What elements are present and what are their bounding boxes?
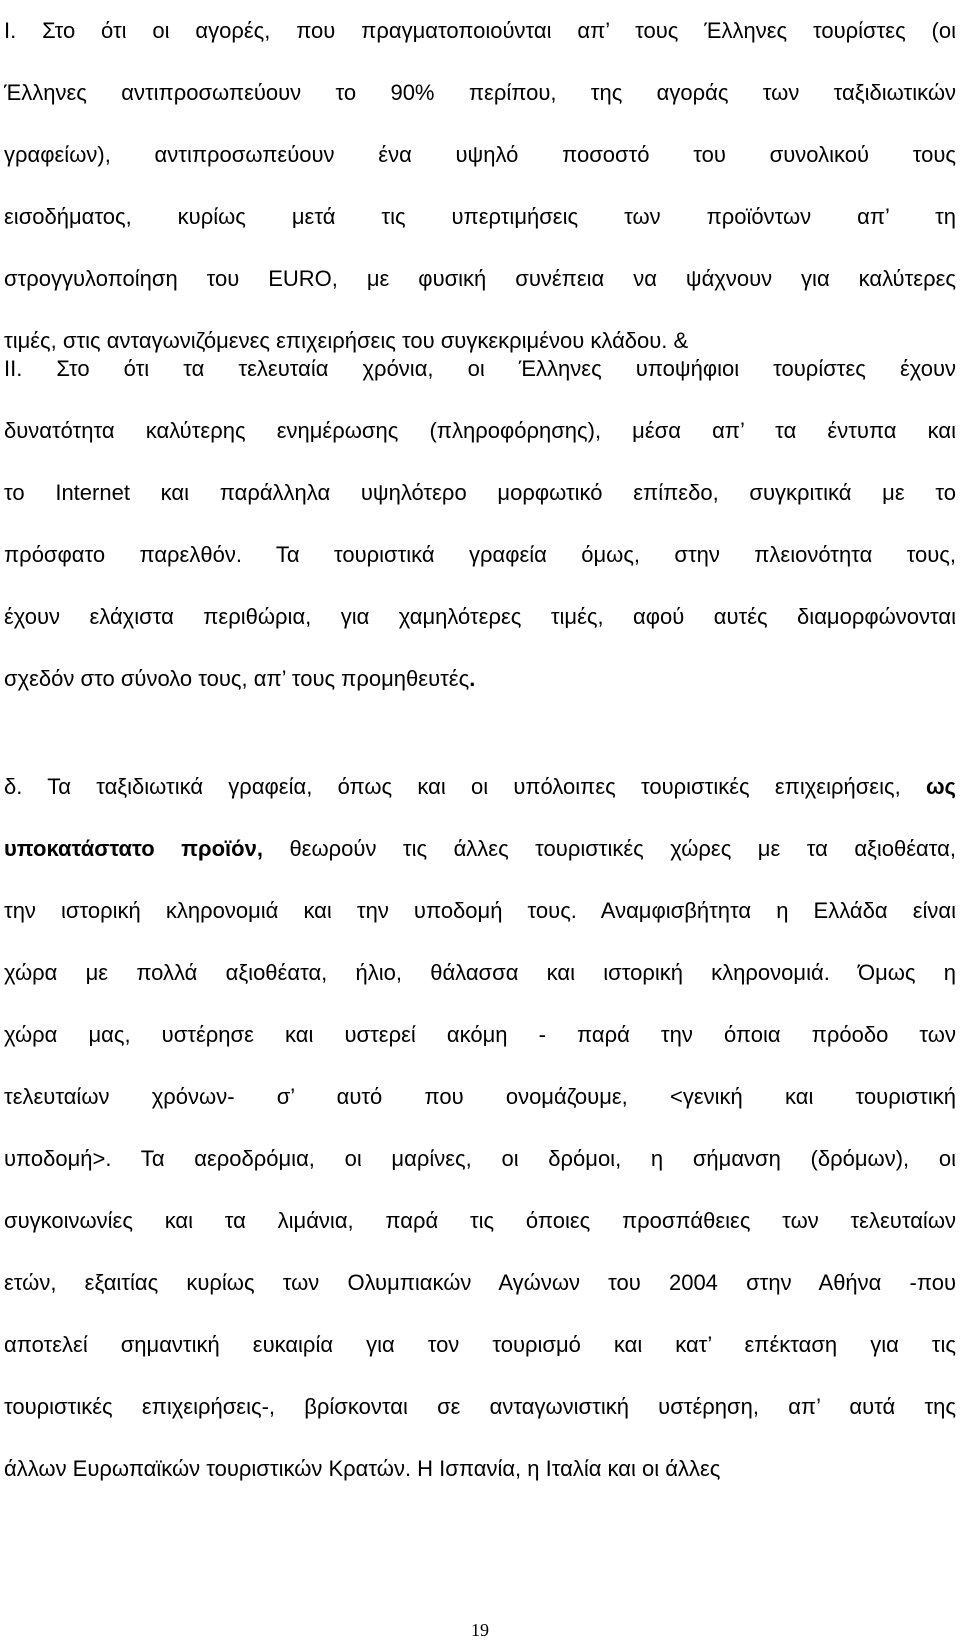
text-run: συγκοινωνίες και τα λιμάνια, παρά τις όποιες προσπάθειες των τελευταίων bbox=[4, 1208, 956, 1233]
text-line bbox=[4, 462, 956, 524]
text-run: σχεδόν στο σύνολο τους, απ’ τους προμηθευτές bbox=[4, 666, 470, 691]
text-line bbox=[4, 1190, 956, 1252]
page-number: 19 bbox=[471, 1620, 489, 1640]
text-line bbox=[4, 1438, 956, 1500]
text-line bbox=[4, 62, 956, 124]
text-line bbox=[4, 586, 956, 648]
text-line bbox=[4, 338, 956, 400]
text-run: ετών, εξαιτίας κυρίως των Ολυμπιακών Αγώνων του 2004 στην Αθήνα -που bbox=[4, 1270, 956, 1295]
text-line bbox=[4, 818, 956, 880]
text-run: τουριστικές επιχειρήσεις-, βρίσκονται σε ανταγωνιστική υστέρηση, απ’ αυτά της bbox=[4, 1394, 956, 1419]
text-run: δ. Τα ταξιδιωτικά γραφεία, όπως και οι υπόλοιπες τουριστικές επιχειρήσεις, bbox=[4, 774, 926, 799]
text-run: αποτελεί σημαντική ευκαιρία για τον τουρισμό και κατ’ επέκταση για τις bbox=[4, 1332, 956, 1357]
bold-text: ως bbox=[925, 774, 956, 799]
bold-text: . bbox=[469, 666, 476, 691]
text-line bbox=[4, 648, 956, 710]
text-line bbox=[4, 524, 956, 586]
bold-text: υποκατάστατο προϊόν, bbox=[4, 836, 263, 861]
text-run: υποδομή>. Τα αεροδρόμια, οι μαρίνες, οι δρόμοι, η σήμανση (δρόμων), οι bbox=[4, 1146, 956, 1171]
text-run: την ιστορική κληρονομιά και την υποδομή τους. Αναμφισβήτητα η Ελλάδα είναι bbox=[4, 898, 956, 923]
text-run: τιμές, στις ανταγωνιζόμενες επιχειρήσεις του συγκεκριμένου κλάδου. & bbox=[4, 328, 689, 353]
text-line bbox=[4, 1252, 956, 1314]
text-line bbox=[4, 0, 956, 62]
text-line bbox=[4, 1066, 956, 1128]
text-line bbox=[4, 124, 956, 186]
text-line bbox=[4, 1128, 956, 1190]
text-line bbox=[4, 942, 956, 1004]
paragraph-section-d bbox=[4, 756, 956, 1500]
text-run: χώρα μας, υστέρησε και υστερεί ακόμη - παρά την όποια πρόοδο των bbox=[4, 1022, 956, 1047]
text-run: θεωρούν τις άλλες τουριστικές χώρες με τα αξιοθέατα, bbox=[262, 836, 956, 861]
text-run: στρογγυλοποίηση του EURO, με φυσική συνέπεια να ψάχνουν για καλύτερες bbox=[4, 266, 956, 291]
paragraph-item-ii bbox=[4, 338, 956, 710]
text-line bbox=[4, 1314, 956, 1376]
text-run: Έλληνες αντιπροσωπεύουν το 90% περίπου, της αγοράς των ταξιδιωτικών bbox=[4, 80, 956, 105]
text-run: γραφείων), αντιπροσωπεύουν ένα υψηλό ποσοστό του συνολικού τους bbox=[4, 142, 956, 167]
text-line bbox=[4, 756, 956, 818]
text-line bbox=[4, 880, 956, 942]
text-line bbox=[4, 1376, 956, 1438]
text-line bbox=[4, 248, 956, 310]
text-line bbox=[4, 186, 956, 248]
text-run: εισοδήματος, κυρίως μετά τις υπερτιμήσεις των προϊόντων απ’ τη bbox=[4, 204, 956, 229]
text-line bbox=[4, 1004, 956, 1066]
text-run: το Internet και παράλληλα υψηλότερο μορφωτικό επίπεδο, συγκριτικά με το bbox=[4, 480, 956, 505]
text-run: χώρα με πολλά αξιοθέατα, ήλιο, θάλασσα και ιστορική κληρονομιά. Όμως η bbox=[4, 960, 956, 985]
text-run: πρόσφατο παρελθόν. Τα τουριστικά γραφεία όμως, στην πλειονότητα τους, bbox=[4, 542, 956, 567]
text-line bbox=[4, 400, 956, 462]
paragraph-item-i bbox=[4, 0, 956, 372]
text-run: I. Στο ότι οι αγορές, που πραγματοποιούνται απ’ τους Έλληνες τουρίστες (οι bbox=[4, 18, 956, 43]
text-run: τελευταίων χρόνων- σ’ αυτό που ονομάζουμε, <γενική και τουριστική bbox=[4, 1084, 956, 1109]
text-run: δυνατότητα καλύτερης ενημέρωσης (πληροφόρησης), μέσα απ’ τα έντυπα και bbox=[4, 418, 956, 443]
text-run: έχουν ελάχιστα περιθώρια, για χαμηλότερες τιμές, αφού αυτές διαμορφώνονται bbox=[4, 604, 956, 629]
text-run: άλλων Ευρωπαϊκών τουριστικών Κρατών. Η Ισπανία, η Ιταλία και οι άλλες bbox=[4, 1456, 721, 1481]
text-run: II. Στο ότι τα τελευταία χρόνια, οι Έλληνες υποψήφιοι τουρίστες έχουν bbox=[4, 356, 956, 381]
